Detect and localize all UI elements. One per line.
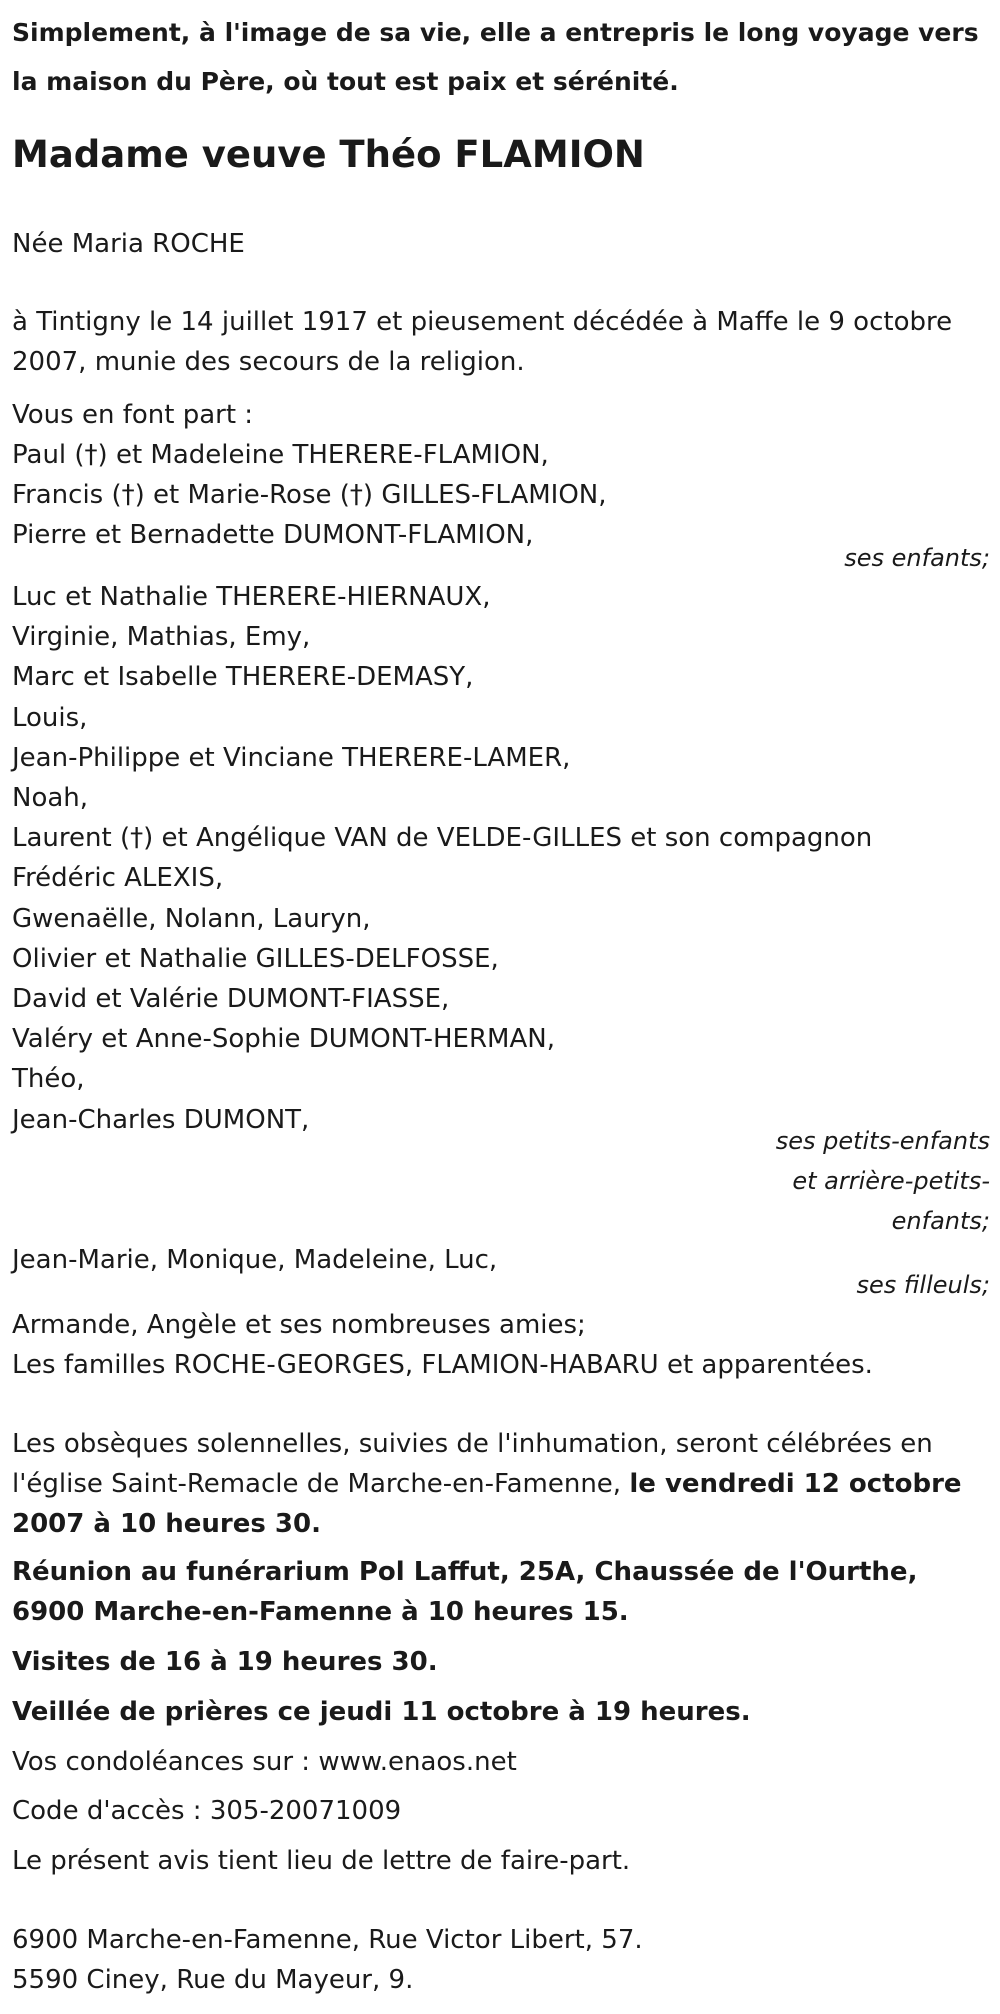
list-item: Valéry et Anne-Sophie DUMONT-HERMAN, [12, 1024, 555, 1055]
funeral-date: le vendredi 12 octobre 2007 à 10 heures 30. [12, 1469, 971, 1539]
funeral-info [12, 1424, 988, 1544]
list-item: Virginie, Mathias, Emy, [12, 622, 311, 653]
opening-quote: Simplement, à l'image de sa vie, elle a entrepris le long voyage vers la maison du Père, où tout est paix et sérénité. [12, 18, 979, 96]
list-item: Luc et Nathalie THERERE-HIERNAUX, [12, 582, 491, 612]
grandchildren-label-line: et arrière-petits- [792, 1167, 990, 1195]
grandchildren-label-line: enfants; [891, 1207, 990, 1235]
grandchildren-label [776, 1121, 990, 1241]
list-item: Pierre et Bernadette DUMONT-FLAMION, [12, 520, 534, 551]
address-line: 6900 Marche-en-Famenne, Rue Victor Libert, 57. [12, 1925, 643, 1955]
grandchildren-label-line: ses petits-enfants [775, 1127, 990, 1155]
funeral-info-regular: Les obsèques solennelles, suivies de l'inhumation, seront célébrées en l'église Saint-Remacle de Marche-en-Famenne, [12, 1429, 941, 1499]
list-item: Jean-Philippe et Vinciane THERERE-LAMER, [12, 742, 571, 773]
grandchildren-list [12, 577, 988, 1140]
godchildren-label: ses filleuls; [856, 1271, 990, 1299]
reunion-info: Réunion au funérarium Pol Laffut, 25A, Chaussée de l'Ourthe, 6900 Marche-en-Famenne à 10 heures 15. [12, 1557, 927, 1627]
list-item: Théo, [12, 1064, 85, 1095]
birth-death-info: à Tintigny le 14 juillet 1917 et pieusement décédée à Maffe le 9 octobre 2007, munie des secours de la religion. [12, 307, 961, 377]
list-item: Noah, [12, 783, 89, 814]
list-item: Olivier et Nathalie GILLES-DELFOSSE, [12, 943, 499, 974]
access-code: Code d'accès : 305-20071009 [12, 1796, 402, 1826]
list-item: Louis, [12, 702, 88, 733]
list-item: Frédéric ALEXIS, [12, 863, 224, 894]
addresses [12, 1920, 988, 2000]
children-label: ses enfants; [844, 544, 990, 572]
page-title: Madame veuve Théo FLAMION [12, 133, 645, 176]
notice-text: Le présent avis tient lieu de lettre de faire-part. [12, 1846, 631, 1876]
list-item: Francis (†) et Marie-Rose (†) GILLES-FLAMION, [12, 480, 607, 511]
families-text: Les familles ROCHE-GEORGES, FLAMION-HABARU et apparentées. [12, 1350, 873, 1380]
condolences-link[interactable]: Vos condoléances sur : www.enaos.net [12, 1747, 517, 1777]
vigil-info: Veillée de prières ce jeudi 11 octobre à 19 heures. [12, 1697, 751, 1727]
list-item: Laurent (†) et Angélique VAN de VELDE-GILLES et son compagnon [12, 823, 873, 854]
children-list [12, 435, 988, 556]
address-line: 5590 Ciney, Rue du Mayeur, 9. [12, 1965, 414, 1996]
list-item: Jean-Charles DUMONT, [12, 1104, 310, 1135]
visits-info: Visites de 16 à 19 heures 30. [12, 1647, 438, 1677]
maiden-name: Née Maria ROCHE [12, 229, 245, 259]
godchildren-list: Jean-Marie, Monique, Madeleine, Luc, [12, 1245, 498, 1275]
list-item: David et Valérie DUMONT-FIASSE, [12, 984, 450, 1015]
list-item: Marc et Isabelle THERERE-DEMASY, [12, 662, 474, 693]
list-item: Paul (†) et Madeleine THERERE-FLAMION, [12, 440, 549, 470]
list-item: Gwenaëlle, Nolann, Lauryn, [12, 903, 371, 934]
friends-text: Armande, Angèle et ses nombreuses amies; [12, 1310, 586, 1340]
intro-text: Vous en font part : [12, 400, 254, 430]
